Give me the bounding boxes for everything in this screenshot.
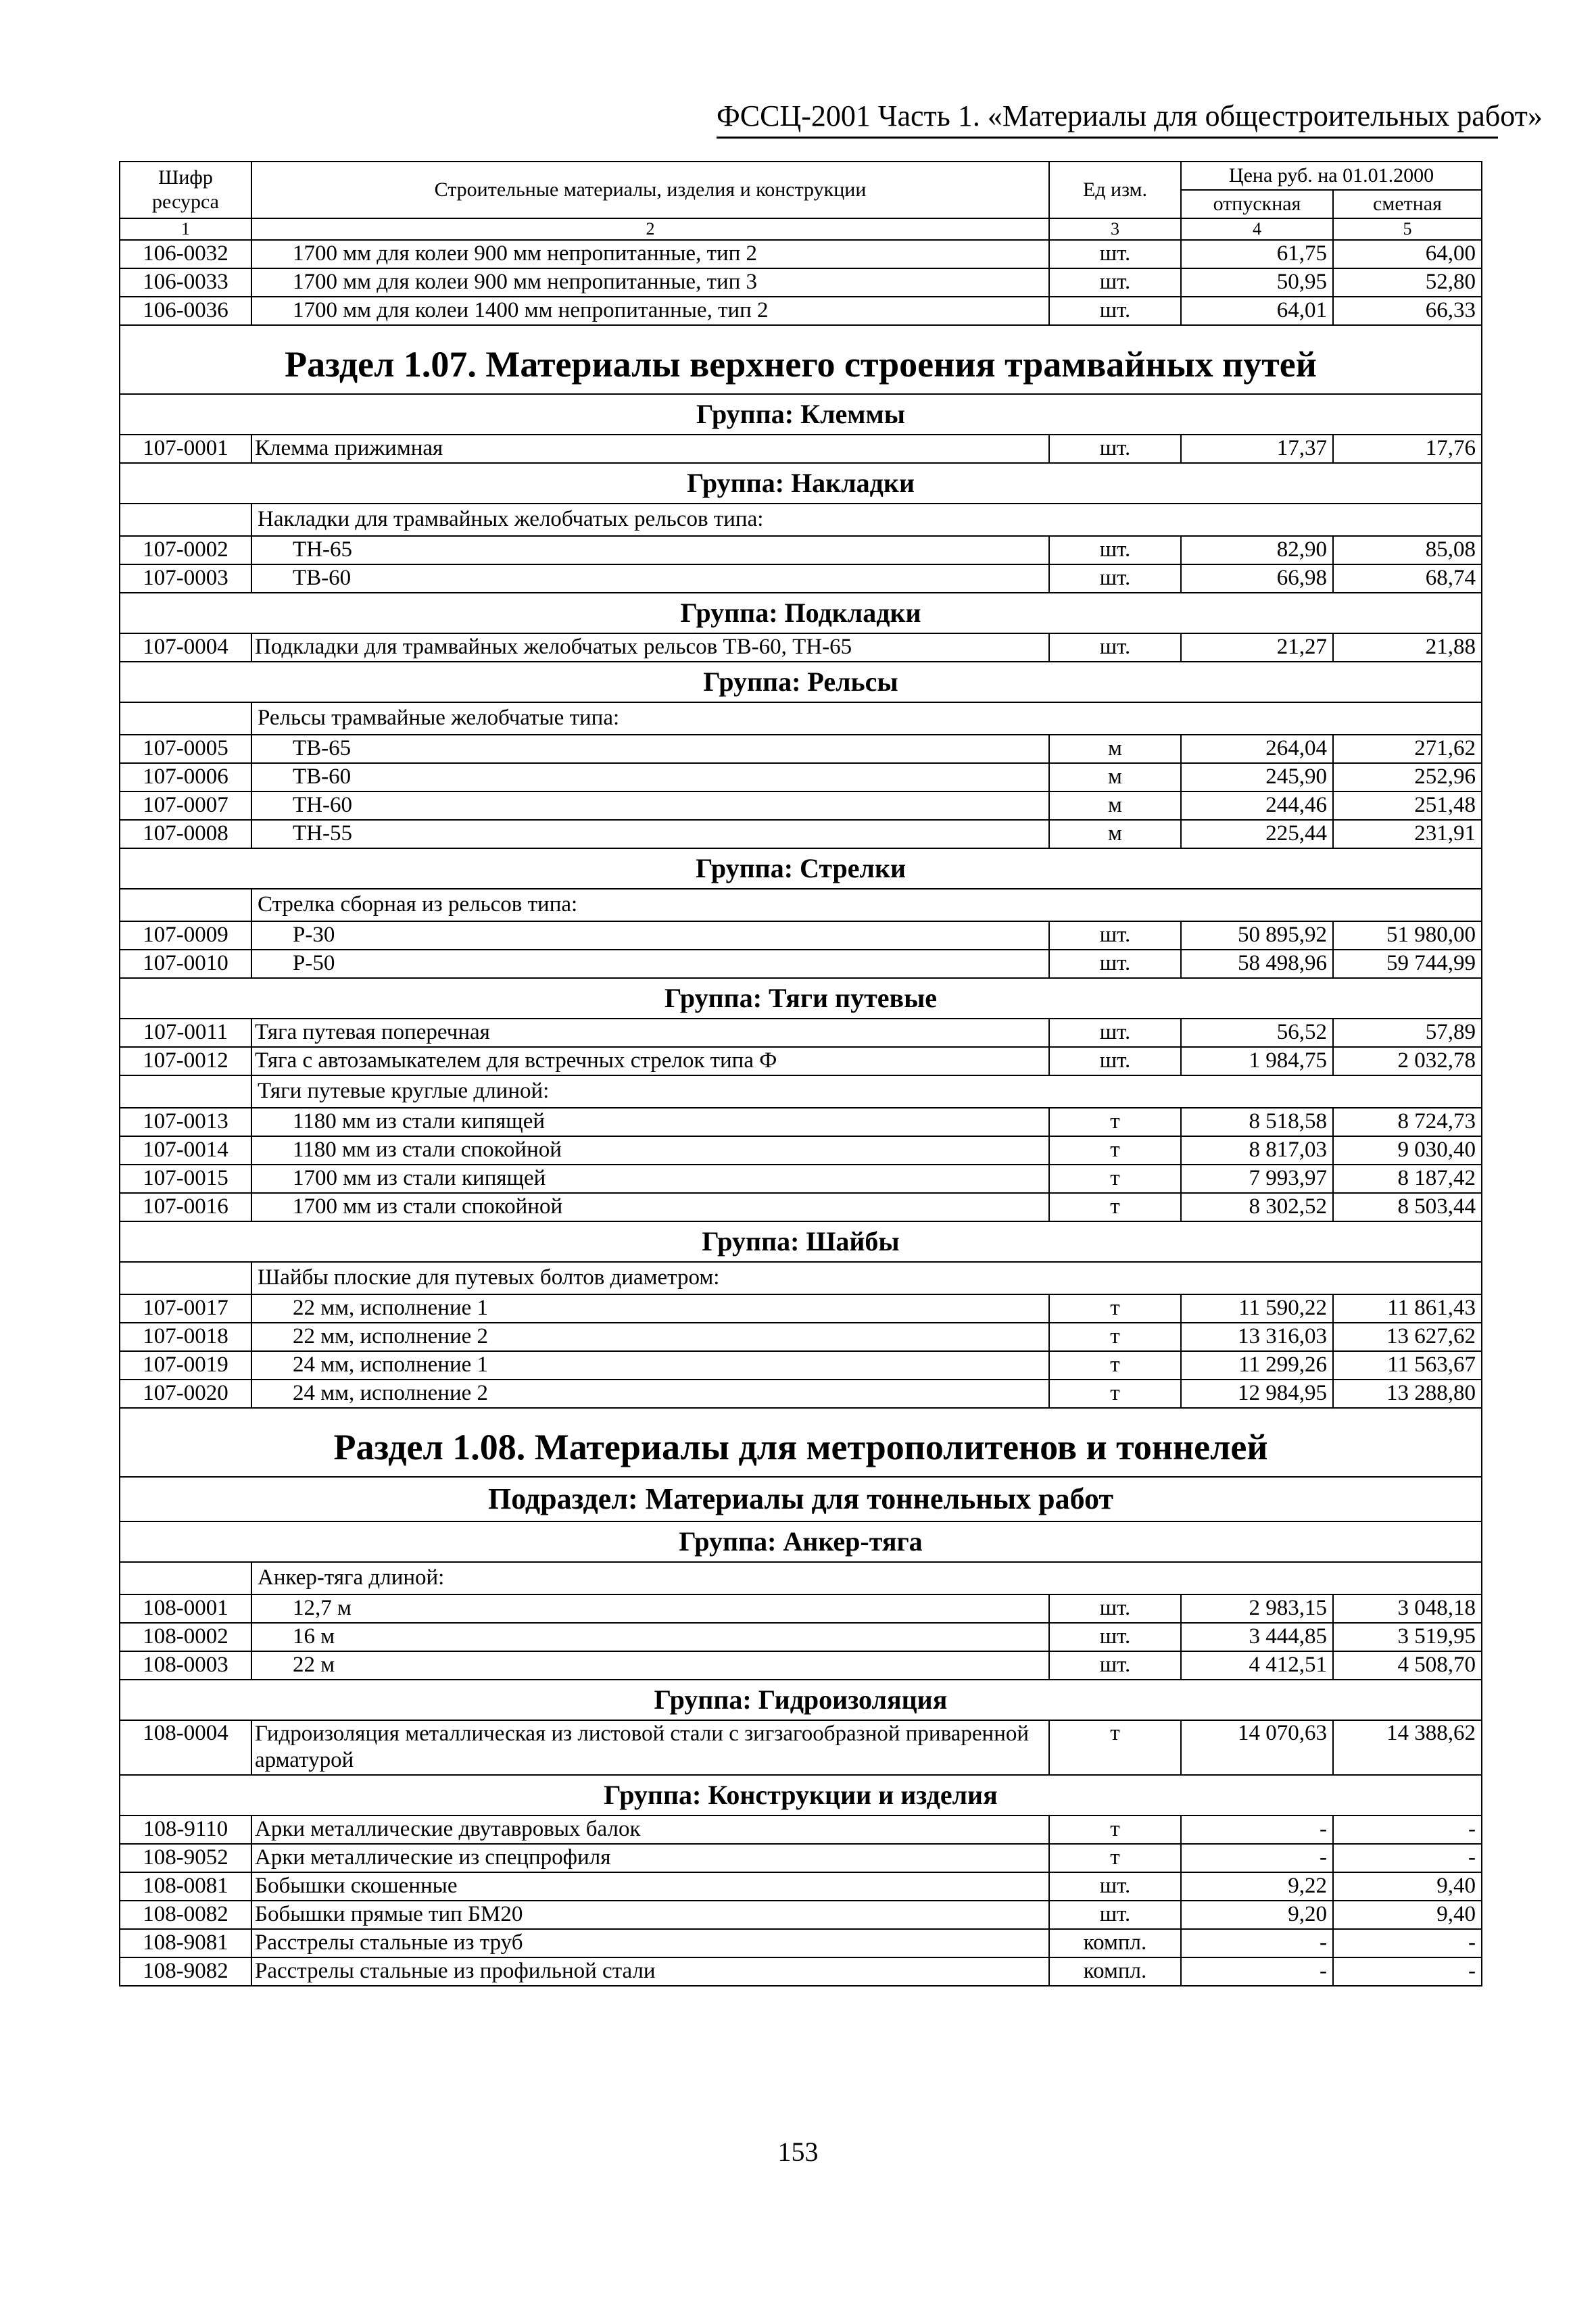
release-price: 64,01 [1181,297,1333,325]
resource-code: 107-0006 [120,763,251,791]
material-name: Гидроизоляция металлическая из листовой стали с зигзагообразной приваренной арматурой [251,1720,1049,1775]
resource-code: 107-0003 [120,564,251,593]
unit: т [1049,1323,1181,1351]
unit: шт. [1049,1594,1181,1623]
col-header-unit: Ед изм. [1049,162,1181,218]
estimate-price: 3 519,95 [1333,1623,1482,1651]
section-title: Раздел 1.08. Материалы для метрополитенов и тоннелей [120,1408,1482,1477]
col-header-code: Шифр ресурса [120,162,251,218]
estimate-price: 8 724,73 [1333,1108,1482,1136]
unit: м [1049,791,1181,820]
group-row [120,1521,1482,1562]
release-price: 17,37 [1181,435,1333,463]
table-row [120,564,1482,593]
table-row [120,1957,1482,1986]
unit: шт. [1049,1623,1181,1651]
release-price: 2 983,15 [1181,1594,1333,1623]
release-price: - [1181,1844,1333,1872]
intro-spacer [120,889,251,921]
col-header-estimate: сметная [1333,190,1482,218]
estimate-price: 2 032,78 [1333,1047,1482,1075]
resource-code: 107-0002 [120,536,251,564]
resource-code: 107-0004 [120,633,251,662]
resource-code: 107-0014 [120,1136,251,1165]
unit: шт. [1049,950,1181,978]
resource-code: 107-0015 [120,1165,251,1193]
table-row [120,536,1482,564]
material-name: 12,7 м [251,1594,1049,1623]
col-number: 1 [120,218,251,240]
release-price: - [1181,1929,1333,1957]
release-price: 8 518,58 [1181,1108,1333,1136]
estimate-price: 11 563,67 [1333,1351,1482,1380]
table-row [120,1108,1482,1136]
intro-spacer [120,1262,251,1294]
intro-text: Накладки для трамвайных желобчатых рельсов типа: [251,504,1482,536]
table-row [120,1351,1482,1380]
group-title: Группа: Анкер-тяга [120,1521,1482,1562]
intro-row [120,702,1482,735]
resource-code: 108-9081 [120,1929,251,1957]
group-row [120,1775,1482,1816]
intro-text: Шайбы плоские для путевых болтов диаметром: [251,1262,1482,1294]
unit: т [1049,1108,1181,1136]
group-title: Группа: Накладки [120,463,1482,504]
resource-code: 107-0009 [120,921,251,950]
group-row [120,848,1482,889]
material-name: Арки металлические из спецпрофиля [251,1844,1049,1872]
estimate-price: 68,74 [1333,564,1482,593]
unit: шт. [1049,435,1181,463]
material-name: 1700 мм для колеи 1400 мм непропитанные, тип 2 [251,297,1049,325]
col-number: 2 [251,218,1049,240]
release-price: 11 590,22 [1181,1294,1333,1323]
estimate-price: 3 048,18 [1333,1594,1482,1623]
estimate-price: 13 627,62 [1333,1323,1482,1351]
section-row [120,1408,1482,1477]
release-price: 7 993,97 [1181,1165,1333,1193]
unit: т [1049,1294,1181,1323]
intro-row [120,504,1482,536]
resource-code: 107-0011 [120,1019,251,1047]
group-row [120,394,1482,435]
material-name: 24 мм, исполнение 1 [251,1351,1049,1380]
material-name: ТВ-60 [251,564,1049,593]
material-name: Тяга с автозамыкателем для встречных стрелок типа Ф [251,1047,1049,1075]
release-price: - [1181,1957,1333,1986]
unit: шт. [1049,268,1181,297]
col-number: 5 [1333,218,1482,240]
release-price: 3 444,85 [1181,1623,1333,1651]
resource-code: 108-0002 [120,1623,251,1651]
resource-code: 107-0007 [120,791,251,820]
table-row [120,1623,1482,1651]
material-name: 24 мм, исполнение 2 [251,1380,1049,1408]
col-header-name: Строительные материалы, изделия и конструкции [251,162,1049,218]
intro-spacer [120,1562,251,1594]
release-price: 56,52 [1181,1019,1333,1047]
estimate-price: 9 030,40 [1333,1136,1482,1165]
intro-text: Анкер-тяга длиной: [251,1562,1482,1594]
estimate-price: 271,62 [1333,735,1482,763]
resource-code: 106-0036 [120,297,251,325]
material-name: Арки металлические двутавровых балок [251,1816,1049,1844]
table-row [120,1929,1482,1957]
material-name: Р-50 [251,950,1049,978]
col-number: 4 [1181,218,1333,240]
unit: т [1049,1136,1181,1165]
table-row [120,921,1482,950]
material-name: Бобышки прямые тип БМ20 [251,1901,1049,1929]
group-title: Группа: Тяги путевые [120,978,1482,1019]
release-price: 264,04 [1181,735,1333,763]
table-row [120,297,1482,325]
material-name: ТВ-65 [251,735,1049,763]
unit: шт. [1049,564,1181,593]
table-row [120,820,1482,848]
unit: компл. [1049,1957,1181,1986]
intro-spacer [120,504,251,536]
table-row [120,950,1482,978]
table-row [120,1816,1482,1844]
unit: шт. [1049,633,1181,662]
estimate-price: 8 503,44 [1333,1193,1482,1221]
group-row [120,593,1482,633]
group-title: Группа: Гидроизоляция [120,1680,1482,1720]
release-price: 244,46 [1181,791,1333,820]
unit: шт. [1049,240,1181,268]
intro-row [120,1262,1482,1294]
document-header: ФССЦ-2001 Часть 1. «Материалы для общестроительных работ» [717,101,1498,139]
resource-code: 108-0003 [120,1651,251,1680]
material-name: 1700 мм из стали кипящей [251,1165,1049,1193]
unit: шт. [1049,1019,1181,1047]
estimate-price: 57,89 [1333,1019,1482,1047]
estimate-price: 14 388,62 [1333,1720,1482,1775]
group-row [120,978,1482,1019]
group-row [120,1680,1482,1720]
price-table-body [120,240,1482,1986]
material-name: 1700 мм из стали спокойной [251,1193,1049,1221]
unit: компл. [1049,1929,1181,1957]
estimate-price: 4 508,70 [1333,1651,1482,1680]
group-title: Группа: Конструкции и изделия [120,1775,1482,1816]
estimate-price: 17,76 [1333,435,1482,463]
table-row [120,1193,1482,1221]
group-title: Группа: Клеммы [120,394,1482,435]
table-row [120,1136,1482,1165]
material-name: 22 мм, исполнение 2 [251,1323,1049,1351]
estimate-price: 52,80 [1333,268,1482,297]
estimate-price: 66,33 [1333,297,1482,325]
table-row [120,735,1482,763]
material-name: Расстрелы стальные из профильной стали [251,1957,1049,1986]
release-price: 11 299,26 [1181,1351,1333,1380]
material-name: ТН-55 [251,820,1049,848]
intro-spacer [120,1075,251,1108]
resource-code: 108-0081 [120,1872,251,1901]
unit: шт. [1049,297,1181,325]
unit: шт. [1049,1901,1181,1929]
resource-code: 107-0005 [120,735,251,763]
resource-code: 107-0008 [120,820,251,848]
release-price: 12 984,95 [1181,1380,1333,1408]
unit: т [1049,1844,1181,1872]
table-row [120,435,1482,463]
resource-code: 107-0010 [120,950,251,978]
intro-text: Рельсы трамвайные желобчатые типа: [251,702,1482,735]
unit: т [1049,1351,1181,1380]
table-row [120,1323,1482,1351]
resource-code: 107-0001 [120,435,251,463]
estimate-price: 64,00 [1333,240,1482,268]
table-row [120,1901,1482,1929]
price-table [119,161,1482,1987]
release-price: 1 984,75 [1181,1047,1333,1075]
material-name: 1700 мм для колеи 900 мм непропитанные, тип 3 [251,268,1049,297]
table-row [120,1651,1482,1680]
unit: шт. [1049,1872,1181,1901]
estimate-price: - [1333,1844,1482,1872]
unit: м [1049,763,1181,791]
material-name: ТН-60 [251,791,1049,820]
estimate-price: 8 187,42 [1333,1165,1482,1193]
material-name: 22 м [251,1651,1049,1680]
material-name: Р-30 [251,921,1049,950]
material-name: 1700 мм для колеи 900 мм непропитанные, тип 2 [251,240,1049,268]
table-row [120,1594,1482,1623]
table-row [120,1294,1482,1323]
estimate-price: 51 980,00 [1333,921,1482,950]
table-row [120,1047,1482,1075]
group-title: Группа: Стрелки [120,848,1482,889]
material-name: Бобышки скошенные [251,1872,1049,1901]
subsection-title: Подраздел: Материалы для тоннельных работ [120,1477,1482,1521]
material-name: 16 м [251,1623,1049,1651]
col-number: 3 [1049,218,1181,240]
table-row [120,1165,1482,1193]
unit: шт. [1049,536,1181,564]
resource-code: 106-0032 [120,240,251,268]
table-row [120,1380,1482,1408]
release-price: 8 302,52 [1181,1193,1333,1221]
intro-text: Тяги путевые круглые длиной: [251,1075,1482,1108]
resource-code: 107-0017 [120,1294,251,1323]
unit: шт. [1049,1651,1181,1680]
estimate-price: - [1333,1929,1482,1957]
resource-code: 108-0082 [120,1901,251,1929]
resource-code: 106-0033 [120,268,251,297]
table-row [120,268,1482,297]
unit: м [1049,735,1181,763]
material-name: 22 мм, исполнение 1 [251,1294,1049,1323]
estimate-price: 9,40 [1333,1901,1482,1929]
material-name: Подкладки для трамвайных желобчатых рельсов ТВ-60, ТН-65 [251,633,1049,662]
price-table-container [119,161,1481,1987]
table-row [120,1019,1482,1047]
material-name: Клемма прижимная [251,435,1049,463]
table-row [120,1720,1482,1775]
release-price: 8 817,03 [1181,1136,1333,1165]
table-row [120,1872,1482,1901]
group-title: Группа: Шайбы [120,1221,1482,1262]
release-price: 9,20 [1181,1901,1333,1929]
material-name: 1180 мм из стали кипящей [251,1108,1049,1136]
estimate-price: - [1333,1816,1482,1844]
intro-spacer [120,702,251,735]
release-price: - [1181,1816,1333,1844]
unit: т [1049,1720,1181,1775]
unit: т [1049,1380,1181,1408]
release-price: 61,75 [1181,240,1333,268]
release-price: 4 412,51 [1181,1651,1333,1680]
intro-row [120,889,1482,921]
release-price: 50 895,92 [1181,921,1333,950]
estimate-price: - [1333,1957,1482,1986]
unit: шт. [1049,921,1181,950]
release-price: 245,90 [1181,763,1333,791]
resource-code: 107-0019 [120,1351,251,1380]
estimate-price: 11 861,43 [1333,1294,1482,1323]
section-title: Раздел 1.07. Материалы верхнего строения трамвайных путей [120,325,1482,394]
group-title: Группа: Рельсы [120,662,1482,702]
group-row [120,1221,1482,1262]
resource-code: 107-0018 [120,1323,251,1351]
resource-code: 107-0012 [120,1047,251,1075]
resource-code: 108-0004 [120,1720,251,1775]
release-price: 9,22 [1181,1872,1333,1901]
material-name: ТН-65 [251,536,1049,564]
intro-row [120,1075,1482,1108]
unit: т [1049,1816,1181,1844]
resource-code: 108-9052 [120,1844,251,1872]
col-header-price: Цена руб. на 01.01.2000 [1181,162,1482,190]
table-row [120,763,1482,791]
resource-code: 108-9110 [120,1816,251,1844]
release-price: 66,98 [1181,564,1333,593]
release-price: 13 316,03 [1181,1323,1333,1351]
estimate-price: 13 288,80 [1333,1380,1482,1408]
resource-code: 108-0001 [120,1594,251,1623]
material-name: Тяга путевая поперечная [251,1019,1049,1047]
release-price: 14 070,63 [1181,1720,1333,1775]
col-header-release: отпускная [1181,190,1333,218]
resource-code: 107-0020 [120,1380,251,1408]
group-title: Группа: Подкладки [120,593,1482,633]
section-row [120,325,1482,394]
release-price: 50,95 [1181,268,1333,297]
estimate-price: 251,48 [1333,791,1482,820]
unit: т [1049,1193,1181,1221]
group-row [120,662,1482,702]
resource-code: 108-9082 [120,1957,251,1986]
estimate-price: 21,88 [1333,633,1482,662]
table-row [120,240,1482,268]
material-name: ТВ-60 [251,763,1049,791]
subsection-row [120,1477,1482,1521]
release-price: 21,27 [1181,633,1333,662]
release-price: 82,90 [1181,536,1333,564]
release-price: 225,44 [1181,820,1333,848]
estimate-price: 85,08 [1333,536,1482,564]
intro-row [120,1562,1482,1594]
unit: м [1049,820,1181,848]
resource-code: 107-0016 [120,1193,251,1221]
estimate-price: 231,91 [1333,820,1482,848]
estimate-price: 9,40 [1333,1872,1482,1901]
page-number: 153 [777,2137,819,2167]
intro-text: Стрелка сборная из рельсов типа: [251,889,1482,921]
material-name: 1180 мм из стали спокойной [251,1136,1049,1165]
release-price: 58 498,96 [1181,950,1333,978]
estimate-price: 59 744,99 [1333,950,1482,978]
table-row [120,1844,1482,1872]
unit: т [1049,1165,1181,1193]
resource-code: 107-0013 [120,1108,251,1136]
table-row [120,633,1482,662]
table-row [120,791,1482,820]
group-row [120,463,1482,504]
unit: шт. [1049,1047,1181,1075]
material-name: Расстрелы стальные из труб [251,1929,1049,1957]
estimate-price: 252,96 [1333,763,1482,791]
